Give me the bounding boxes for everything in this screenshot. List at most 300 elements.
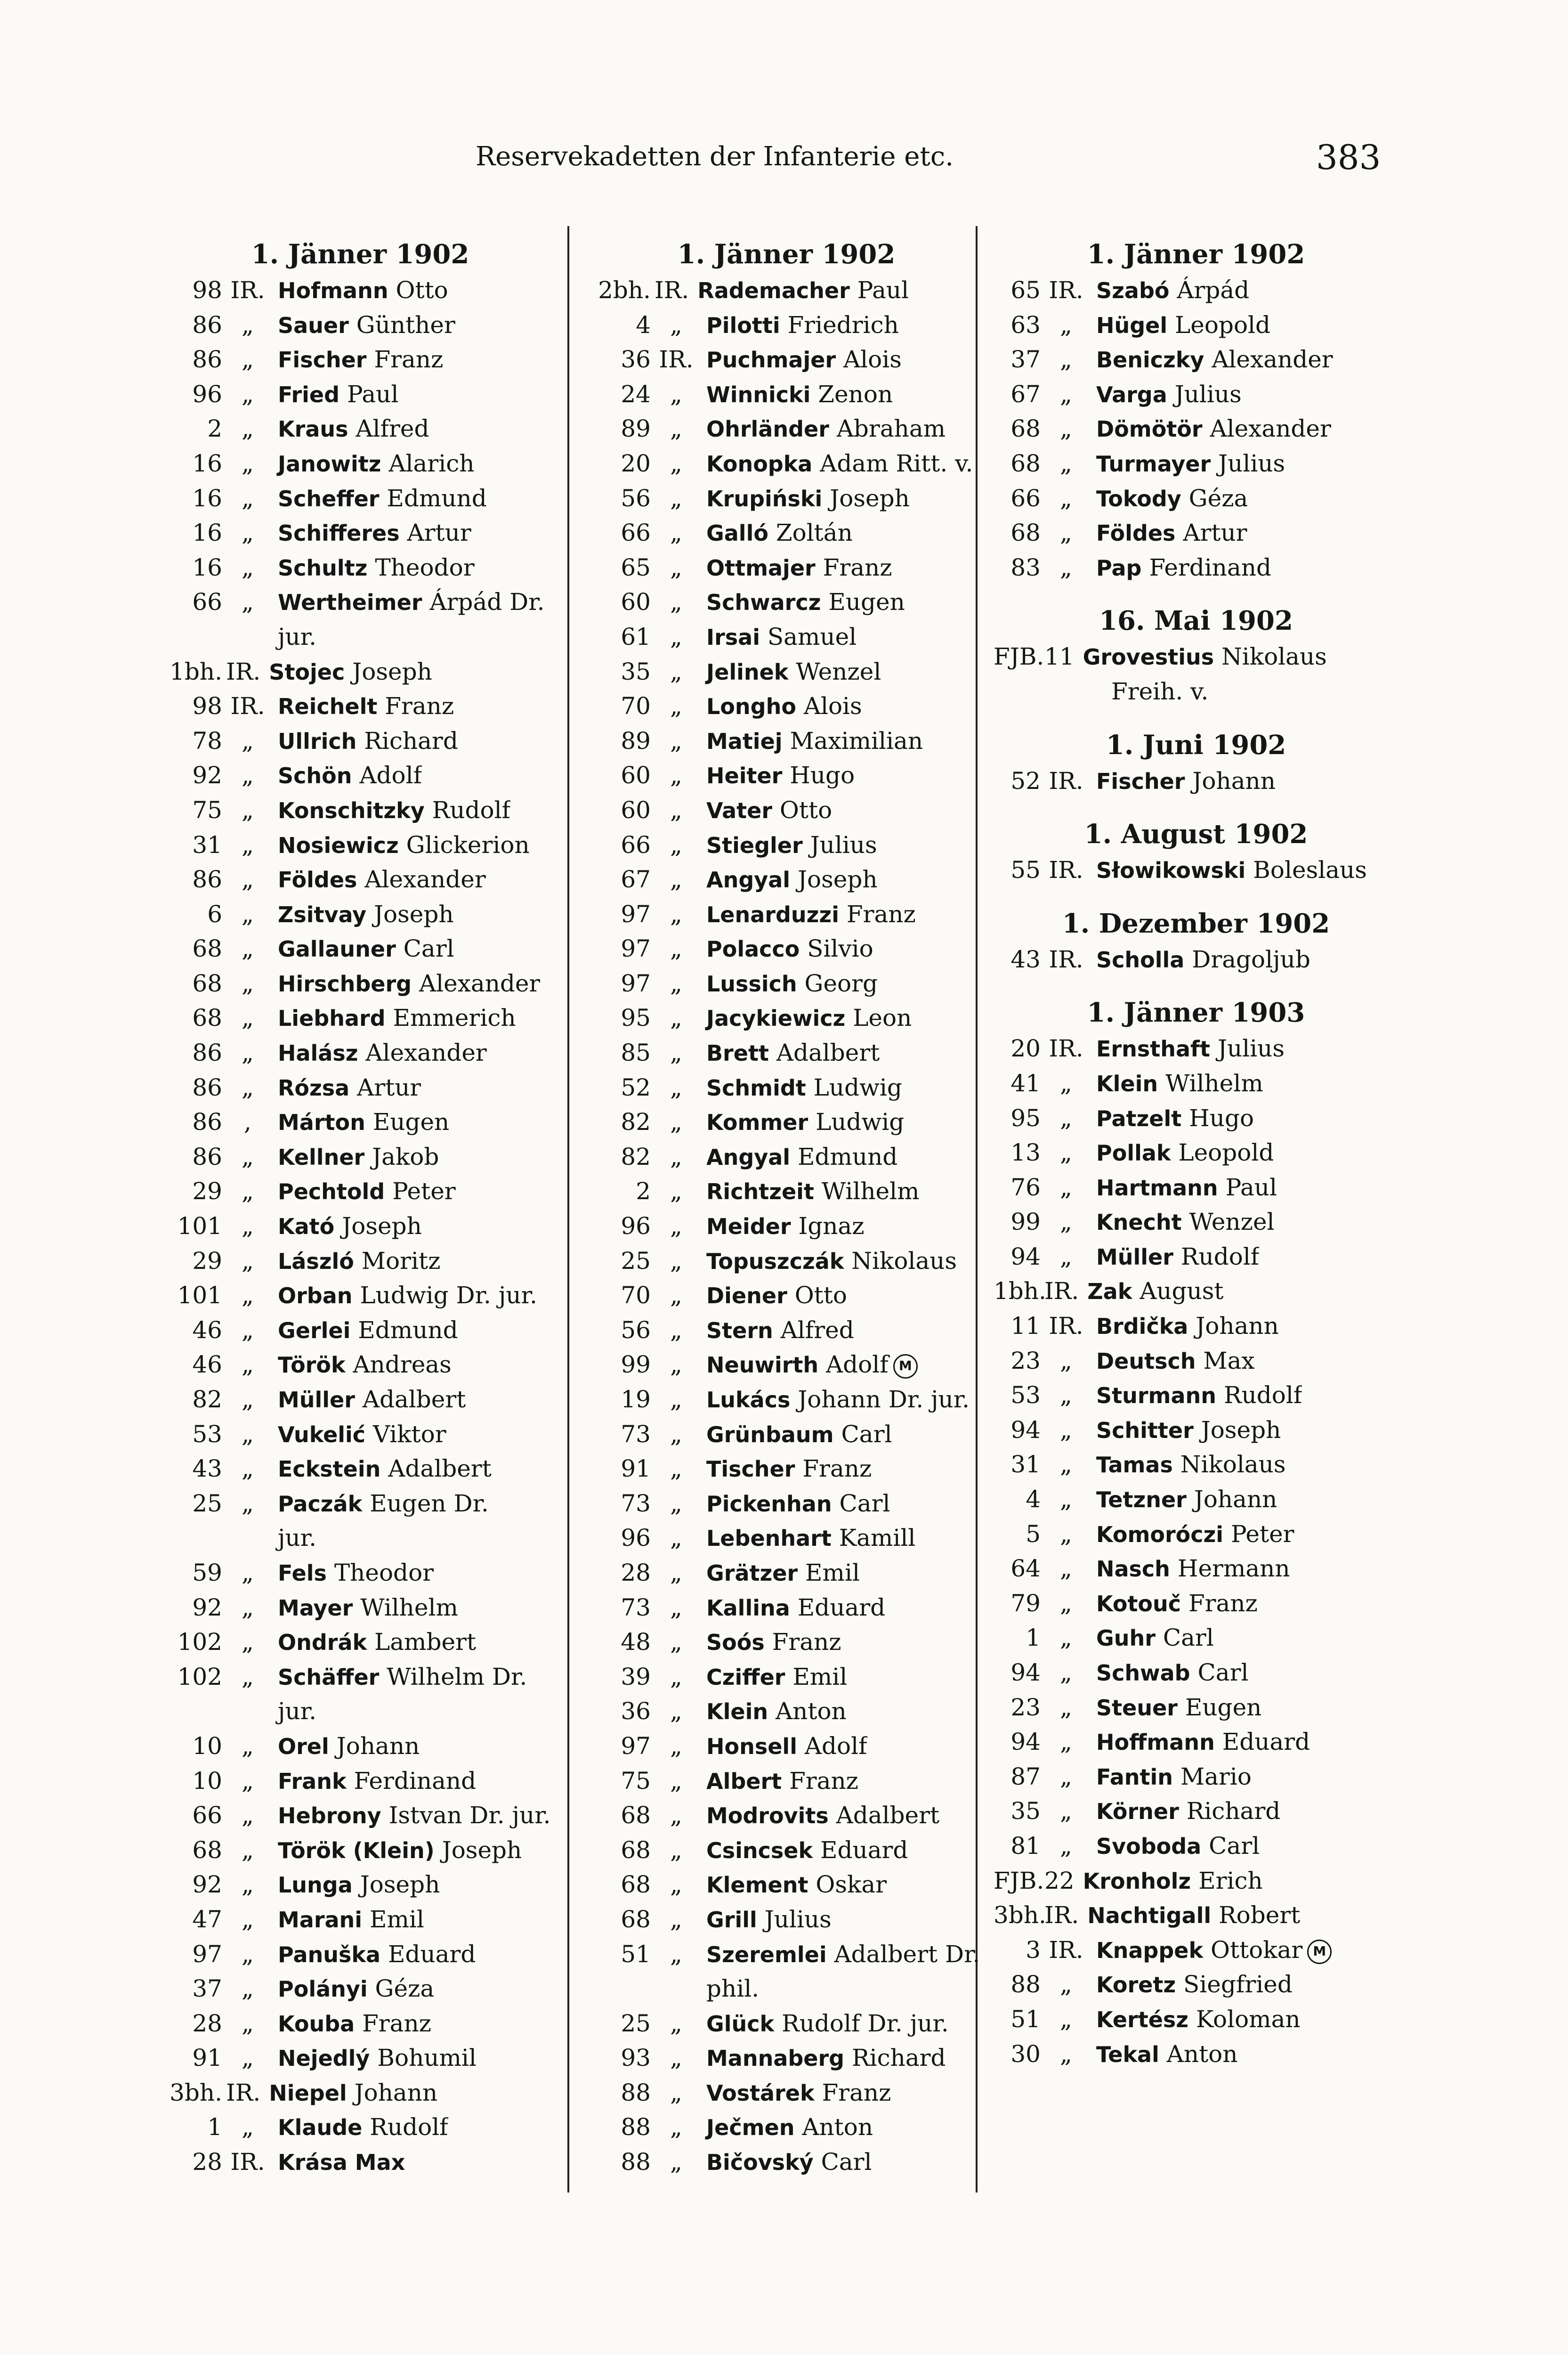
person-name — [273, 1868, 440, 1902]
regiment-number: 29 — [192, 1247, 222, 1275]
list-item — [589, 1521, 984, 1556]
first-name: Alarich — [388, 449, 475, 477]
list-item — [589, 2006, 984, 2041]
regiment-type: IR. — [1049, 1936, 1083, 1964]
person-name — [702, 655, 881, 690]
regiment-number: 46 — [192, 1351, 222, 1379]
surname: Tekal — [1096, 2041, 1159, 2067]
regiment-number: 75 — [192, 796, 222, 824]
regiment-type: IR. — [226, 658, 261, 685]
list-item — [589, 1452, 984, 1486]
regiment-number: 87 — [1010, 1762, 1041, 1790]
first-name: Alexander — [365, 1039, 487, 1067]
list-item — [160, 516, 560, 551]
regiment-type: „ — [242, 1316, 254, 1344]
first-name: Richard — [364, 727, 458, 755]
regiment-number: FJB. — [994, 643, 1044, 671]
list-item — [160, 585, 560, 620]
list-item — [589, 1660, 984, 1695]
regiment-type: „ — [1060, 449, 1072, 477]
regiment-type: „ — [1060, 311, 1072, 339]
regiment-number: 56 — [621, 484, 651, 512]
surname: Szeremlei — [706, 1941, 827, 1967]
list-item — [994, 308, 1398, 343]
regiment-number: 86 — [192, 1108, 222, 1136]
surname: Körner — [1096, 1799, 1179, 1825]
surname: Jelinek — [706, 659, 789, 685]
regiment-type: „ — [1060, 1520, 1072, 1548]
regiment-number: 92 — [192, 762, 222, 789]
surname: Paczák — [278, 1491, 363, 1517]
first-name: Franz — [846, 900, 916, 928]
first-name: Eduard — [820, 1836, 908, 1864]
person-name — [1091, 1933, 1332, 1968]
surname: Komoróczi — [1096, 1521, 1224, 1547]
list-item — [994, 1482, 1398, 1517]
list-item — [589, 620, 984, 655]
person-name — [702, 1382, 970, 1417]
surname: Sauer — [278, 312, 349, 338]
regiment-number: 65 — [621, 553, 651, 581]
surname: Tetzner — [1096, 1487, 1187, 1513]
list-item — [160, 1486, 560, 1521]
first-name: Artur — [1183, 519, 1247, 547]
surname: Niepel — [269, 2080, 347, 2106]
regiment-number: 94 — [1010, 1416, 1041, 1444]
surname: Kató — [278, 1214, 335, 1240]
surname: Tamas — [1096, 1452, 1173, 1478]
surname: Schultz — [278, 555, 368, 581]
regiment-number: 88 — [621, 2079, 651, 2106]
first-name: Leopold — [1175, 311, 1271, 339]
name-suffix: Dr. jur. — [469, 1802, 551, 1829]
person-name — [702, 1729, 867, 1764]
surname: Marani — [278, 1907, 363, 1933]
surname: Soós — [706, 1630, 765, 1656]
regiment-type: „ — [670, 762, 682, 789]
first-name: Ludwig — [360, 1282, 449, 1309]
regiment-type: „ — [242, 727, 254, 755]
surname: Brett — [706, 1040, 769, 1066]
first-name: Wenzel — [1189, 1208, 1275, 1236]
regiment-type: „ — [670, 623, 682, 650]
surname: Sturmann — [1096, 1383, 1217, 1409]
list-item — [589, 585, 984, 620]
person-name — [1091, 273, 1249, 308]
regiment-type: IR. — [226, 2079, 261, 2106]
regiment-number: 25 — [621, 1247, 651, 1275]
surname: Szabó — [1096, 278, 1170, 303]
regiment-number: 95 — [621, 1004, 651, 1032]
list-item — [589, 1140, 984, 1175]
person-name — [273, 689, 454, 724]
person-name — [273, 1348, 452, 1382]
first-name: Istvan — [388, 1802, 462, 1829]
list-item — [994, 1586, 1398, 1621]
regiment-type: „ — [242, 1628, 254, 1656]
regiment-type: „ — [242, 415, 254, 443]
regiment-number: 1bh. — [994, 1277, 1046, 1305]
list-item — [160, 1452, 560, 1486]
list-item — [589, 1833, 984, 1868]
person-name — [702, 1902, 832, 1937]
regiment-type: „ — [670, 1905, 682, 1933]
section-heading: 1. Jänner 1903 — [1087, 997, 1305, 1029]
surname: Halász — [278, 1040, 358, 1066]
surname: Lussich — [706, 971, 797, 997]
regiment-number: 2 — [207, 415, 222, 443]
list-item — [589, 1209, 984, 1244]
regiment-number: 20 — [621, 449, 651, 477]
list-item — [589, 1764, 984, 1799]
regiment-type: „ — [1060, 1347, 1072, 1374]
list-item — [589, 1591, 984, 1625]
surname: Angyal — [706, 867, 791, 893]
list-item — [994, 1066, 1398, 1101]
regiment-type: „ — [670, 1732, 682, 1760]
first-name: Árpád — [429, 588, 502, 616]
regiment-type: „ — [670, 1871, 682, 1899]
surname: Ottmajer — [706, 555, 816, 581]
regiment-type: „ — [1060, 415, 1072, 443]
list-item — [589, 1348, 984, 1382]
first-name: Theodor — [334, 1559, 434, 1586]
first-name: Julius — [810, 831, 877, 859]
regiment-type: „ — [242, 2009, 254, 2037]
person-name — [273, 1902, 424, 1937]
regiment-type: „ — [670, 796, 682, 824]
regiment-number: 2 — [636, 1178, 651, 1205]
person-name — [702, 966, 878, 1001]
person-name — [702, 342, 902, 377]
regiment-type: IR. — [230, 692, 265, 720]
first-name: Kamill — [839, 1524, 916, 1552]
list-item — [589, 412, 984, 447]
person-name — [702, 620, 857, 655]
first-name: Eduard — [388, 1940, 476, 1968]
first-name: Paul — [857, 276, 909, 304]
person-name — [1091, 1482, 1277, 1517]
list-item — [994, 1170, 1398, 1205]
list-item — [589, 1868, 984, 1902]
regiment-type: „ — [242, 1004, 254, 1032]
person-name — [273, 897, 454, 932]
list-item — [589, 308, 984, 343]
list-item — [994, 1656, 1398, 1690]
person-name — [702, 1556, 860, 1591]
regiment-number: 43 — [1010, 945, 1041, 973]
regiment-type: „ — [670, 415, 682, 443]
regiment-number: 3 — [1026, 1936, 1041, 1964]
list-item — [994, 1378, 1398, 1413]
regiment-number: 10 — [192, 1767, 222, 1795]
surname: Scholla — [1096, 947, 1185, 973]
first-name: Adalbert — [836, 1802, 940, 1829]
regiment-type: IR. — [1049, 1312, 1083, 1340]
person-name — [273, 1972, 434, 2006]
regiment-number: 97 — [621, 969, 651, 997]
list-item — [160, 1417, 560, 1452]
regiment-number: 36 — [621, 1697, 651, 1725]
surname: Klaude — [278, 2115, 363, 2141]
regiment-number: 102 — [177, 1663, 222, 1690]
regiment-type: „ — [670, 1351, 682, 1379]
list-item — [160, 1174, 560, 1209]
surname: Mannaberg — [706, 2046, 845, 2071]
regiment-number: 35 — [1010, 1797, 1041, 1825]
list-item — [160, 1140, 560, 1175]
regiment-type: „ — [670, 658, 682, 685]
regiment-type: „ — [242, 311, 254, 339]
regiment-type: „ — [242, 588, 254, 616]
person-name — [1091, 764, 1276, 799]
list-item — [589, 1417, 984, 1452]
list-item — [160, 1660, 560, 1695]
first-name: Carl — [821, 2148, 872, 2176]
surname: Varga — [1096, 382, 1167, 407]
surname: Kellner — [278, 1144, 365, 1170]
list-item — [994, 1760, 1398, 1795]
surname: Márton — [278, 1110, 365, 1136]
list-item — [160, 1937, 560, 1972]
regiment-type: IR. — [1044, 1277, 1079, 1305]
regiment-type: „ — [242, 900, 254, 928]
list-item — [589, 1278, 984, 1313]
first-name: Anton — [1166, 2040, 1238, 2068]
surname: Schäffer — [278, 1664, 380, 1690]
surname: Fischer — [1096, 768, 1185, 794]
regiment-type: „ — [242, 762, 254, 789]
regiment-type: „ — [242, 1802, 254, 1829]
surname: Słowikowski — [1096, 858, 1246, 884]
first-name: Johann — [336, 1732, 420, 1760]
person-name — [273, 551, 475, 585]
surname: Krása Max — [278, 2150, 405, 2176]
regiment-number: 29 — [192, 1178, 222, 1205]
person-name — [1078, 640, 1327, 674]
regiment-type: „ — [242, 519, 254, 547]
surname: Ohrländer — [706, 416, 829, 442]
person-name — [273, 1278, 537, 1313]
first-name: Rudolf — [370, 2113, 448, 2141]
person-name — [702, 585, 905, 620]
list-item — [994, 1274, 1398, 1309]
regiment-number: 48 — [621, 1628, 651, 1656]
person-name — [1091, 2037, 1238, 2072]
list-item — [589, 932, 984, 966]
first-name: Alfred — [356, 415, 429, 443]
person-name — [1091, 1690, 1261, 1725]
regiment-number: 68 — [621, 1905, 651, 1933]
list-item — [994, 2037, 1398, 2072]
regiment-number: 99 — [1010, 1208, 1041, 1236]
list-item — [589, 828, 984, 863]
person-name — [1091, 1170, 1277, 1205]
regiment-number: 67 — [621, 866, 651, 893]
list-item — [994, 1517, 1398, 1552]
section-gap — [994, 977, 1398, 994]
list-item — [994, 1551, 1398, 1586]
surname: Pap — [1096, 555, 1142, 581]
first-name: Ignaz — [798, 1212, 865, 1240]
list-item — [160, 1105, 560, 1140]
regiment-type: „ — [242, 1767, 254, 1795]
person-name — [273, 793, 510, 828]
person-name — [264, 2076, 437, 2111]
regiment-number: 36 — [621, 346, 651, 374]
first-name: Eugen — [370, 1489, 446, 1517]
list-item — [994, 412, 1398, 447]
list-item — [589, 551, 984, 585]
regiment-number: 47 — [192, 1905, 222, 1933]
surname: Meider — [706, 1214, 791, 1240]
regiment-number: 86 — [192, 346, 222, 374]
regiment-number: 16 — [192, 553, 222, 581]
surname: Polányi — [278, 1976, 368, 2002]
regiment-number: 70 — [621, 1282, 651, 1309]
surname: Müller — [278, 1387, 355, 1413]
surname: Földes — [1096, 520, 1176, 546]
person-name — [702, 1937, 980, 1972]
person-name — [702, 481, 910, 516]
list-item — [160, 412, 560, 447]
surname: Pickenhan — [706, 1491, 832, 1517]
person-name — [702, 932, 873, 966]
surname: Wertheimer — [278, 590, 422, 616]
surname: Vater — [706, 797, 772, 823]
surname: Kotouč — [1096, 1591, 1181, 1616]
section-heading: 16. Mai 1902 — [1099, 605, 1293, 637]
first-name: Johann — [798, 1386, 881, 1413]
list-item — [589, 758, 984, 793]
surname: Stiegler — [706, 832, 803, 858]
regiment-type: „ — [1060, 1139, 1072, 1167]
surname: Schwab — [1096, 1660, 1190, 1686]
list-item — [160, 1798, 560, 1833]
surname: Fantin — [1096, 1764, 1173, 1790]
list-item — [589, 377, 984, 412]
first-name: Ludwig — [816, 1108, 905, 1136]
surname: Kouba — [278, 2011, 355, 2037]
first-name: Theodor — [375, 553, 475, 581]
regiment-type: „ — [670, 1489, 682, 1517]
regiment-number: 68 — [1010, 519, 1041, 547]
first-name: Joseph — [352, 658, 432, 685]
first-name: Ferdinand — [354, 1767, 477, 1795]
surname: Fischer — [278, 347, 367, 373]
person-name — [273, 412, 429, 447]
regiment-type: „ — [242, 1836, 254, 1864]
person-name — [273, 377, 398, 412]
list-item — [160, 273, 560, 308]
person-name — [273, 2006, 431, 2041]
regiment-type: „ — [242, 1386, 254, 1413]
list-item — [589, 1244, 984, 1279]
regiment-type: „ — [670, 1593, 682, 1621]
surname: Puchmajer — [706, 347, 836, 373]
regiment-number: 68 — [192, 969, 222, 997]
first-name: Paul — [1225, 1173, 1277, 1201]
regiment-number: 88 — [1010, 1971, 1041, 1998]
person-name — [702, 1348, 918, 1382]
regiment-type: „ — [242, 1282, 254, 1309]
person-name — [1091, 1760, 1252, 1795]
regiment-number: 46 — [192, 1316, 222, 1344]
person-name — [273, 758, 422, 793]
regiment-number: 92 — [192, 1871, 222, 1899]
list-item — [160, 2076, 560, 2111]
surname: Vukelić — [278, 1421, 366, 1447]
regiment-type: „ — [242, 866, 254, 893]
list-item — [589, 1625, 984, 1660]
regiment-number: 66 — [192, 588, 222, 616]
surname: Bičovský — [706, 2150, 814, 2176]
list-item — [589, 1313, 984, 1348]
person-name — [702, 1764, 858, 1799]
first-name: Hermann — [1177, 1555, 1290, 1583]
name-suffix: Dr. jur. — [867, 2009, 949, 2037]
regiment-type: „ — [670, 1767, 682, 1795]
surname: Longho — [706, 694, 796, 720]
regiment-type: IR. — [1049, 276, 1083, 304]
person-name — [702, 1105, 904, 1140]
regiment-number: 86 — [192, 311, 222, 339]
person-name — [702, 516, 853, 551]
person-name — [702, 1140, 897, 1175]
list-item — [160, 1868, 560, 1902]
first-name: Robert — [1219, 1901, 1301, 1929]
person-name — [273, 1591, 458, 1625]
regiment-type: „ — [670, 1282, 682, 1309]
first-name: Günther — [356, 311, 455, 339]
regiment-number: 56 — [621, 1316, 651, 1344]
surname: Nejedlý — [278, 2046, 370, 2071]
person-name — [693, 273, 909, 308]
surname: Török — [278, 1352, 346, 1378]
person-name — [1091, 481, 1248, 516]
section-gap — [994, 888, 1398, 905]
first-name: Carl — [1197, 1659, 1249, 1686]
regiment-type: „ — [670, 380, 682, 408]
list-item — [160, 932, 560, 966]
first-name: Franz — [362, 2009, 432, 2037]
regiment-number: 73 — [621, 1489, 651, 1517]
regiment-type: „ — [670, 449, 682, 477]
first-name: Franz — [385, 692, 454, 720]
page-header: Reservekadetten der Infanterie etc. — [476, 141, 954, 172]
column-3 — [994, 236, 1398, 2071]
first-name: Hugo — [1189, 1104, 1254, 1132]
first-name: Joseph — [374, 900, 454, 928]
regiment-number: 89 — [621, 415, 651, 443]
surname: Lukács — [706, 1387, 791, 1413]
regiment-type: „ — [670, 1524, 682, 1552]
person-name — [702, 897, 916, 932]
list-item — [589, 1036, 984, 1071]
surname: Rózsa — [278, 1075, 350, 1101]
regiment-number: 91 — [192, 2044, 222, 2072]
list-item — [589, 273, 984, 308]
surname: Deutsch — [1096, 1348, 1196, 1374]
regiment-number: 68 — [1010, 449, 1041, 477]
regiment-number: 41 — [1010, 1069, 1041, 1097]
list-item — [589, 724, 984, 759]
first-name: Glickerion — [406, 831, 530, 859]
regiment-type: „ — [242, 2113, 254, 2141]
list-item — [160, 377, 560, 412]
surname: Albert — [706, 1768, 782, 1794]
regiment-number: 96 — [621, 1524, 651, 1552]
